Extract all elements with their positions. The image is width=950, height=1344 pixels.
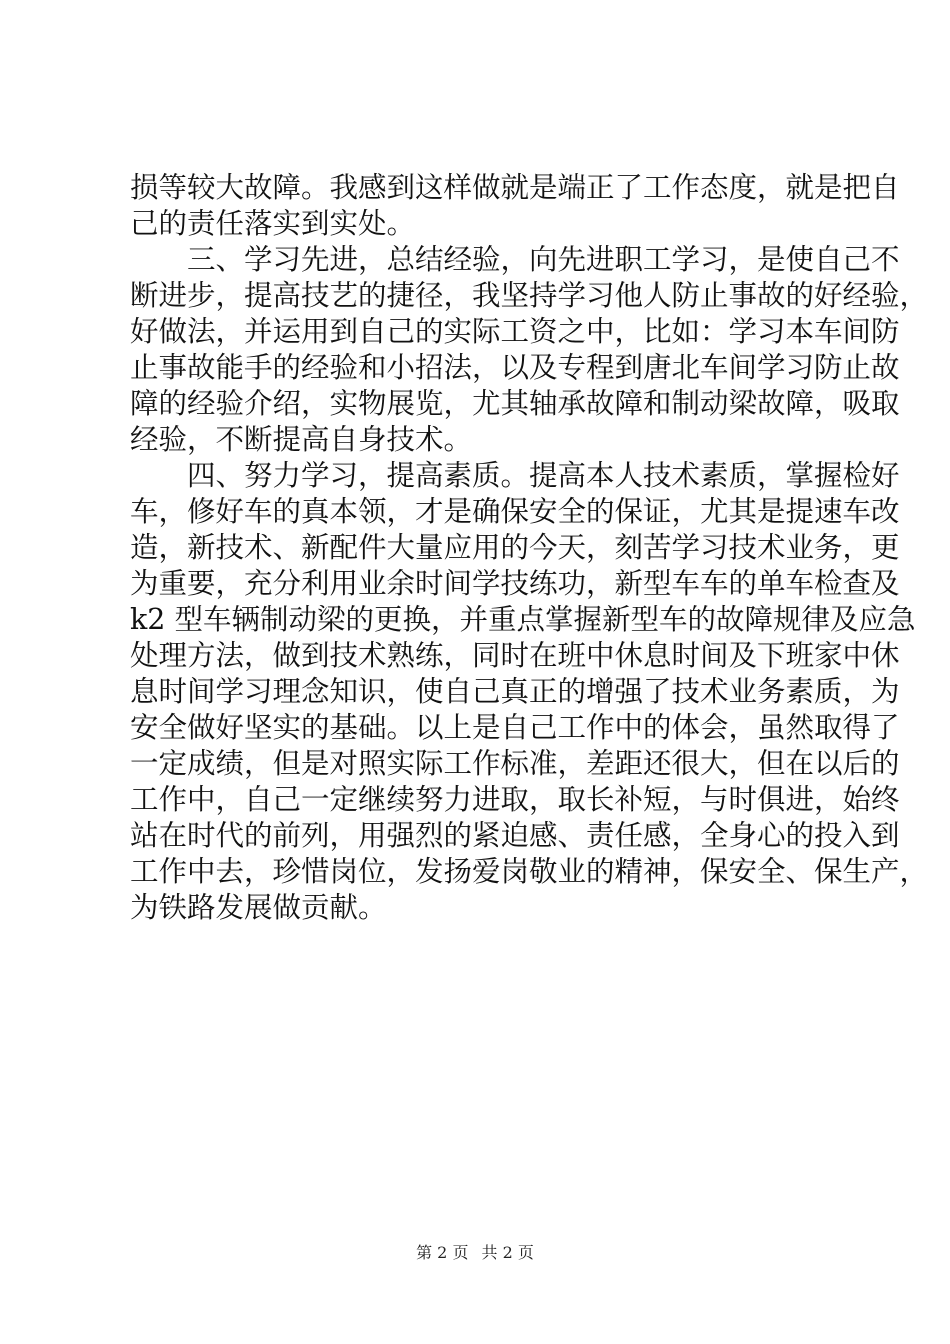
text-line: 断进步，提高技艺的捷径，我坚持学习他人防止事故的好经验， xyxy=(130,279,929,312)
text-line: 好做法，并运用到自己的实际工资之中，比如：学习本车间防 xyxy=(130,315,900,348)
page-footer xyxy=(0,1243,950,1263)
text-line: 一定成绩，但是对照实际工作标准，差距还很大，但在以后的 xyxy=(130,747,900,780)
text-line: 四、努力学习，提高素质。提高本人技术素质，掌握检好 xyxy=(130,459,900,492)
text-line: 息时间学习理念知识，使自己真正的增强了技术业务素质，为 xyxy=(130,675,900,708)
text-line: 造，新技术、新配件大量应用的今天，刻苦学习技术业务，更 xyxy=(130,531,900,564)
text-line: 处理方法，做到技术熟练，同时在班中休息时间及下班家中休 xyxy=(130,639,900,672)
text-line: 止事故能手的经验和小招法，以及专程到唐北车间学习防止故 xyxy=(130,351,900,384)
document-body xyxy=(130,170,929,926)
text-line: 障的经验介绍，实物展览，尤其轴承故障和制动梁故障，吸取 xyxy=(130,387,900,420)
page-number: 第 2 页 xyxy=(416,1243,469,1262)
text-line: 工作中去，珍惜岗位，发扬爱岗敬业的精神，保安全、保生产， xyxy=(130,855,929,888)
text-line: 己的责任落实到实处。 xyxy=(130,207,416,240)
text-line: 损等较大故障。我感到这样做就是端正了工作态度，就是把自 xyxy=(130,171,900,204)
text-line: 三、学习先进，总结经验，向先进职工学习，是使自己不 xyxy=(130,243,900,276)
text-line: k2 型车辆制动梁的更换，并重点掌握新型车的故障规律及应急 xyxy=(130,603,916,636)
text-line: 工作中，自己一定继续努力进取，取长补短，与时俱进，始终 xyxy=(130,783,900,816)
text-line: 站在时代的前列，用强烈的紧迫感、责任感，全身心的投入到 xyxy=(130,819,900,852)
text-line: 安全做好坚实的基础。以上是自己工作中的体会，虽然取得了 xyxy=(130,711,900,744)
text-line: 为重要，充分利用业余时间学技练功，新型车车的单车检查及 xyxy=(130,567,900,600)
text-line: 车，修好车的真本领，才是确保安全的保证，尤其是提速车改 xyxy=(130,495,900,528)
text-line: 经验，不断提高自身技术。 xyxy=(130,423,473,456)
text-line: 为铁路发展做贡献。 xyxy=(130,891,387,924)
page-total: 共 2 页 xyxy=(481,1243,534,1262)
